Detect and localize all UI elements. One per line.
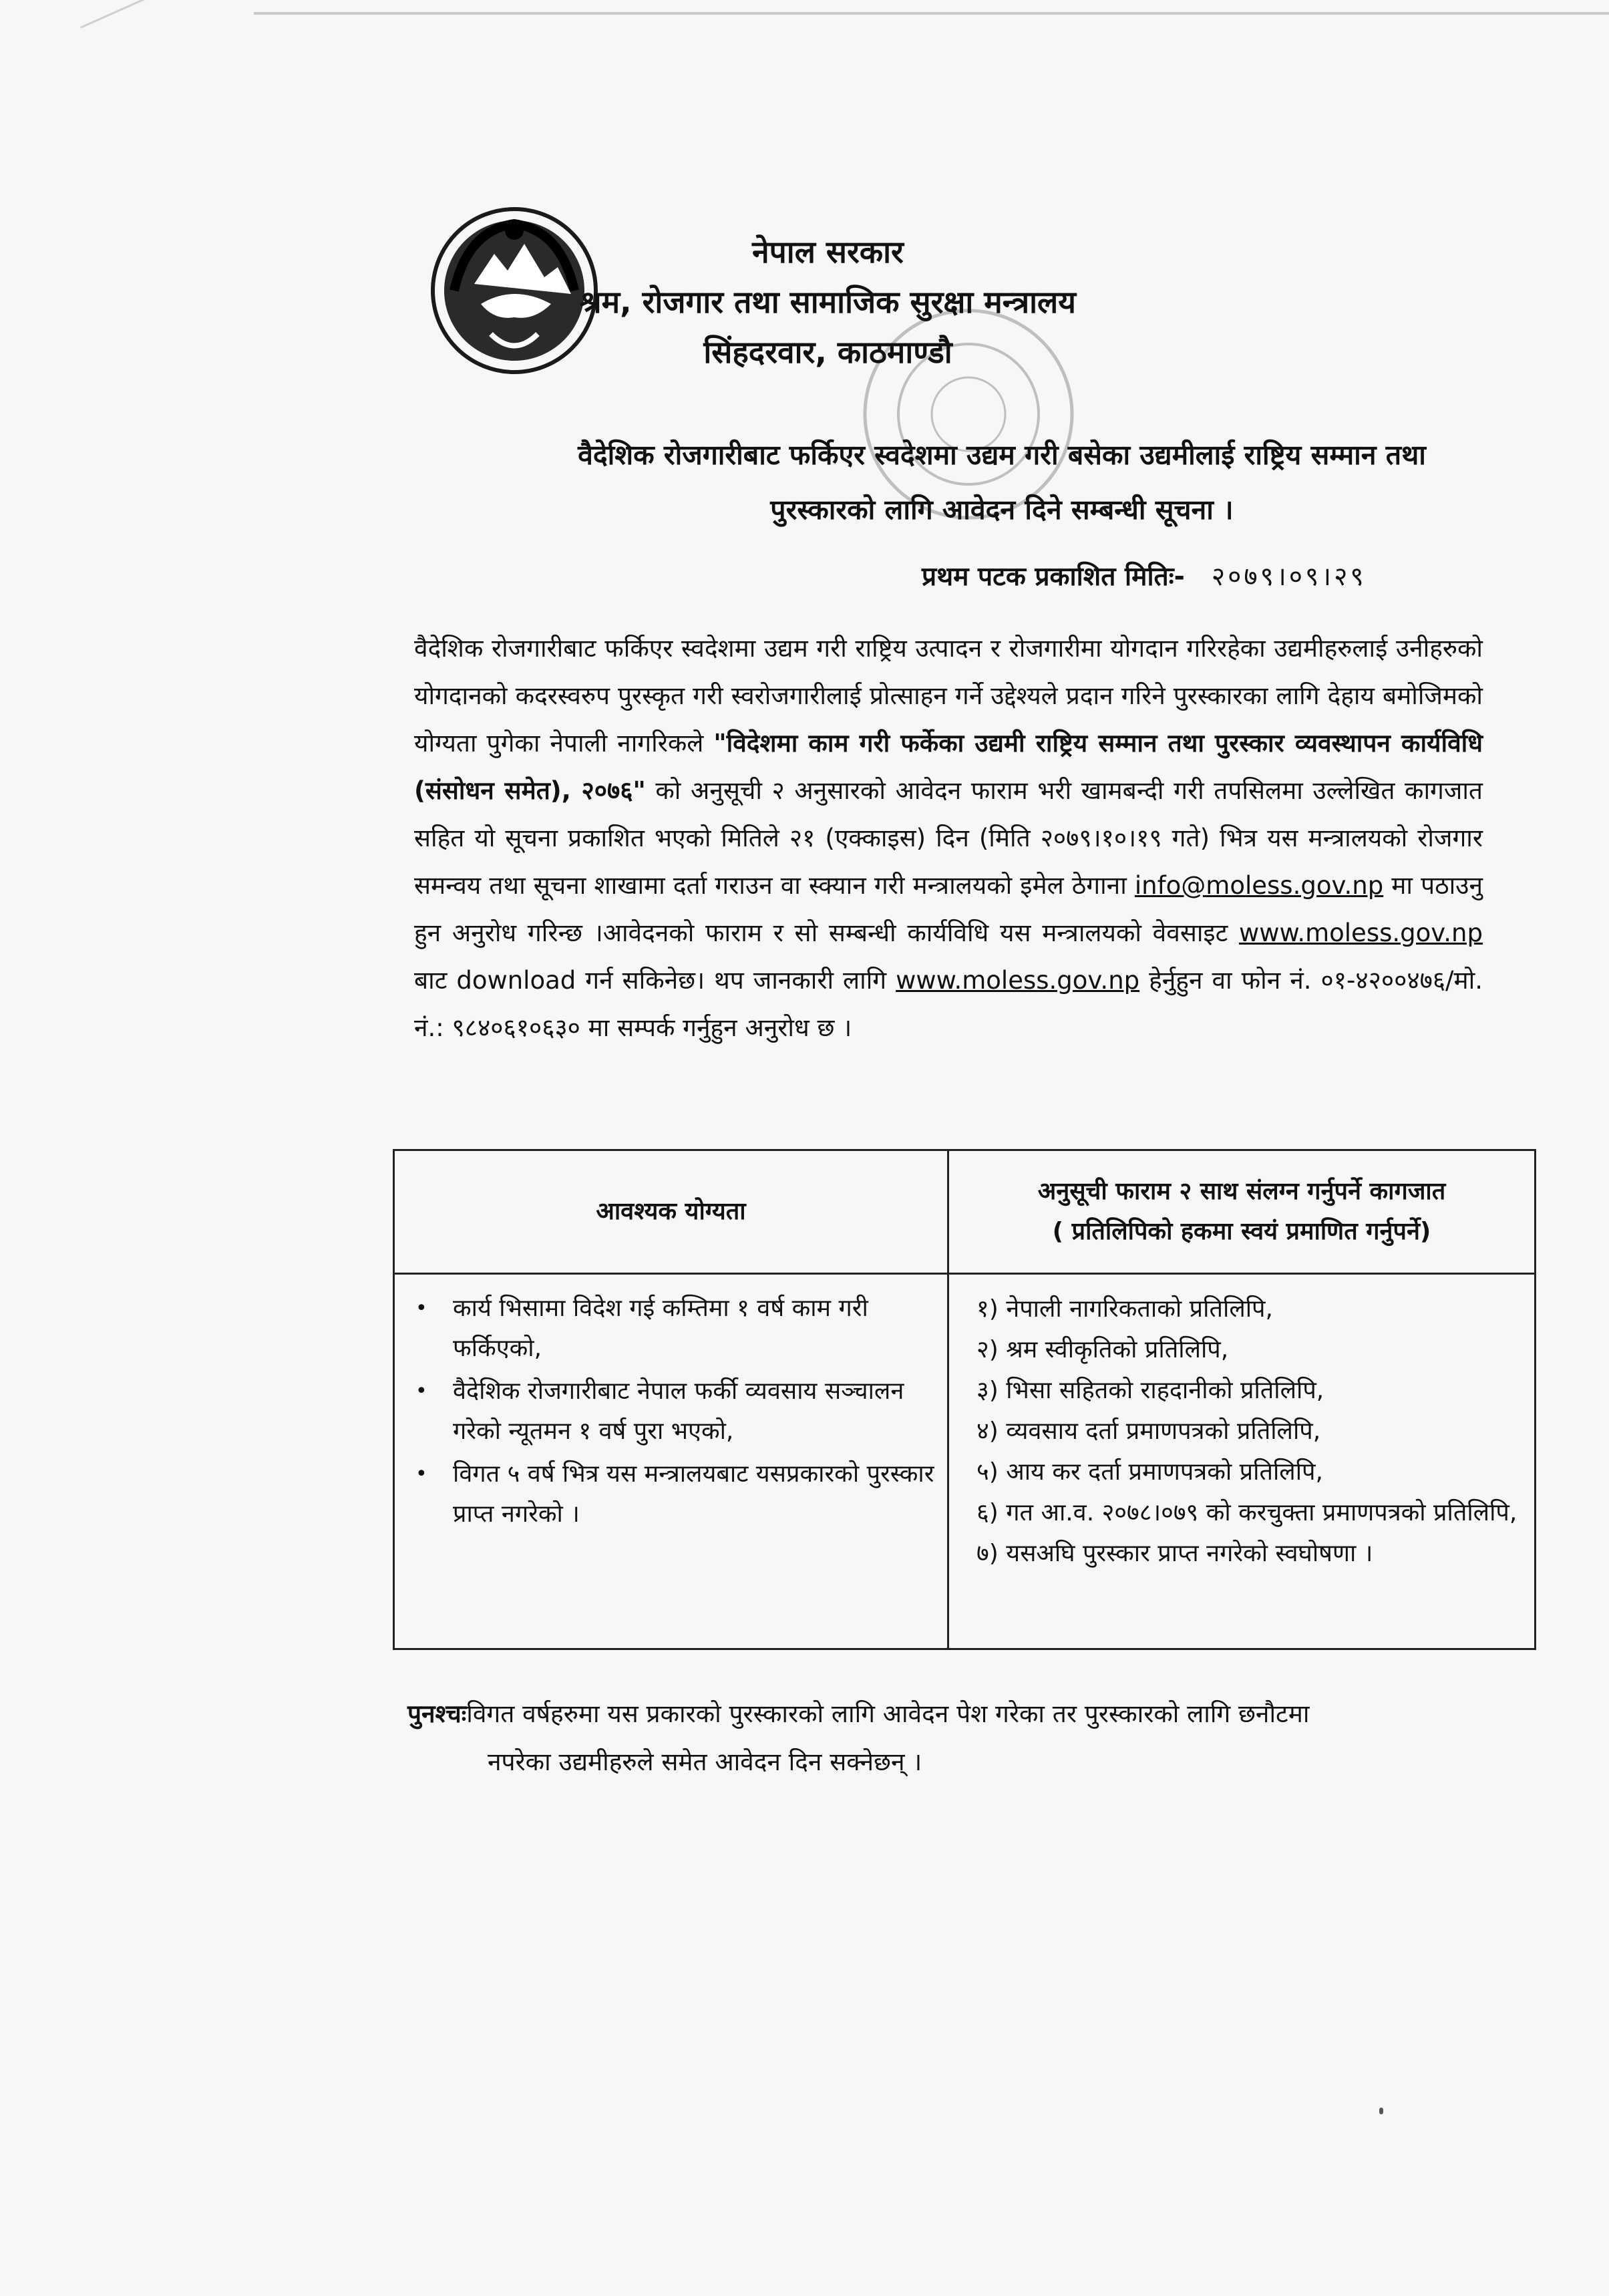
header-government: नेपाल सरकार <box>752 234 904 270</box>
bullet-icon: • <box>415 1297 427 1320</box>
postscript-line-1: विगत वर्षहरुमा यस प्रकारको पुरस्कारको लागि आवेदन पेश गरेका तर पुरस्कारको लागि छनौटमा <box>466 1699 1310 1728</box>
header-qualification: आवश्यक योग्यता <box>394 1150 948 1274</box>
list-item: १) नेपाली नागरिकताको प्रतिलिपि, <box>976 1295 1273 1323</box>
table-header-row <box>394 1150 1536 1274</box>
website-link-download[interactable]: www.moless.gov.np <box>1238 919 1483 947</box>
notice-subject <box>508 428 1496 537</box>
bullet-icon: • <box>415 1462 427 1486</box>
header-ministry: श्रम, रोजगार तथा सामाजिक सुरक्षा मन्त्रालय <box>580 284 1076 320</box>
table-row <box>394 1274 1536 1649</box>
list-item: • कार्य भिसामा विदेश गई कम्तिमा १ वर्ष काम गरी फर्किएको, <box>409 1289 940 1369</box>
list-item: ४) व्यवसाय दर्ता प्रमाणपत्रको प्रतिलिपि, <box>976 1418 1321 1445</box>
list-item: ३) भिसा सहितको राहदानीको प्रतिलिपि, <box>976 1377 1324 1404</box>
header-documents-line-2: ( प्रतिलिपिको हकमा स्वयं प्रमाणित गर्नुपर्ने) <box>1052 1218 1431 1245</box>
requirements-table <box>393 1149 1536 1650</box>
qualification-list <box>395 1275 946 1534</box>
list-item: २) श्रम स्वीकृतिको प्रतिलिपि, <box>976 1336 1229 1363</box>
body-part-1: वैदेशिक रोजगारीबाट फर्किएर स्वदेशमा उद्यम गरी राष्ट्रिय उत्पादन र रोजगारीमा योगदान गरिरहेका उद्यमीहरुलाई उनीहरुको योगदानको कदरस्वरुप पुरस्कृत गरी स्वरोजगारीलाई प्रोत्साहन गर्ने उद्देश्यले प्रदान गरिने पुरस्कारका लागि देहाय बमोजिमको योग्यता पुगेका नेपाली नागरिकले <box>414 634 1483 758</box>
scan-edge-top <box>254 12 1609 15</box>
list-item: ६) गत आ.व. २०७८।०७९ को करचुक्ता प्रमाणपत्रको प्रतिलिपि, <box>976 1499 1517 1526</box>
body-part-3: मा पठाउनु हुन अनुरोध गरिन्छ ।आवेदनको फाराम र सो सम्बन्धी कार्यविधि यस मन्त्रालयको वेवसाइट <box>414 871 1483 947</box>
publication-date-label: प्रथम पटक प्रकाशित मितिः- <box>922 562 1185 592</box>
header-documents-line-1: अनुसूची फाराम २ साथ संलग्न गर्नुपर्ने कागजात <box>1037 1178 1446 1205</box>
publication-date-value: २०७९।०९।२९ <box>1211 562 1367 592</box>
email-link[interactable]: info@moless.gov.np <box>1134 871 1384 900</box>
list-item: ७) यसअघि पुरस्कार प्राप्त नगरेको स्वघोषणा । <box>976 1540 1373 1567</box>
list-item: • विगत ५ वर्ष भित्र यस मन्त्रालयबाट यसप्रकारको पुरस्कार प्राप्त नगरेको । <box>409 1454 940 1534</box>
bullet-icon: • <box>415 1379 427 1403</box>
header-documents <box>948 1150 1536 1274</box>
body-part-2: को अनुसूची २ अनुसारको आवेदन फाराम भरी खामबन्दी गरी तपसिलमा उल्लेखित कागजात सहित यो सूचना प्रकाशित भएको मितिले २१ (एक्काइस) दिन (मिति २०७९।१०।१९ गते) भित्र यस मन्त्रालयको रोजगार समन्वय तथा सूचना शाखामा दर्ता गराउन वा स्क्यान गरी मन्त्रालयको इमेल ठेगाना <box>414 776 1483 900</box>
publication-date <box>922 558 1476 593</box>
header-address: सिंहदरवार, काठमाण्डौ <box>703 334 952 370</box>
list-item: • वैदेशिक रोजगारीबाट नेपाल फर्की व्यवसाय सञ्चालन गरेको न्यूतमन १ वर्ष पुरा भएको, <box>409 1371 940 1452</box>
body-procedure-title: "विदेशमा काम गरी फर्केका उद्यमी राष्ट्रिय सम्मान तथा पुरस्कार व्यवस्थापन कार्यविधि (संसोधन समेत), २०७६" <box>414 729 1483 805</box>
list-item: ५) आय कर दर्ता प्रमाणपत्रको प्रतिलिपि, <box>976 1458 1323 1486</box>
documents-cell <box>948 1274 1536 1649</box>
subject-line-2: पुरस्कारको लागि आवेदन दिने सम्बन्धी सूचना । <box>770 494 1234 526</box>
postscript-line-2: नपरेका उद्यमीहरुले समेत आवेदन दिन सक्नेछन् । <box>488 1748 922 1776</box>
website-link-info[interactable]: www.moless.gov.np <box>896 966 1140 995</box>
postscript-label: पुनश्चः <box>407 1699 467 1728</box>
documents-list <box>950 1275 1534 1574</box>
qualification-cell <box>394 1274 948 1649</box>
postscript-note <box>407 1690 1516 1786</box>
body-part-5: हेर्नुहुन वा फोन नं. ०१-४२००४७६/मो. नं.: ९८४०६१०६३० मा सम्पर्क गर्नुहुन अनुरोध छ । <box>414 966 1483 1042</box>
body-part-4: बाट download गर्न सकिनेछ। थप जानकारी लागि <box>414 966 896 995</box>
notice-body <box>414 625 1483 1051</box>
subject-line-1: वैदेशिक रोजगारीबाट फर्किएर स्वदेशमा उद्यम गरी बसेका उद्यमीलाई राष्ट्रिय सम्मान तथा <box>578 439 1426 471</box>
scan-speck <box>1379 2108 1383 2114</box>
